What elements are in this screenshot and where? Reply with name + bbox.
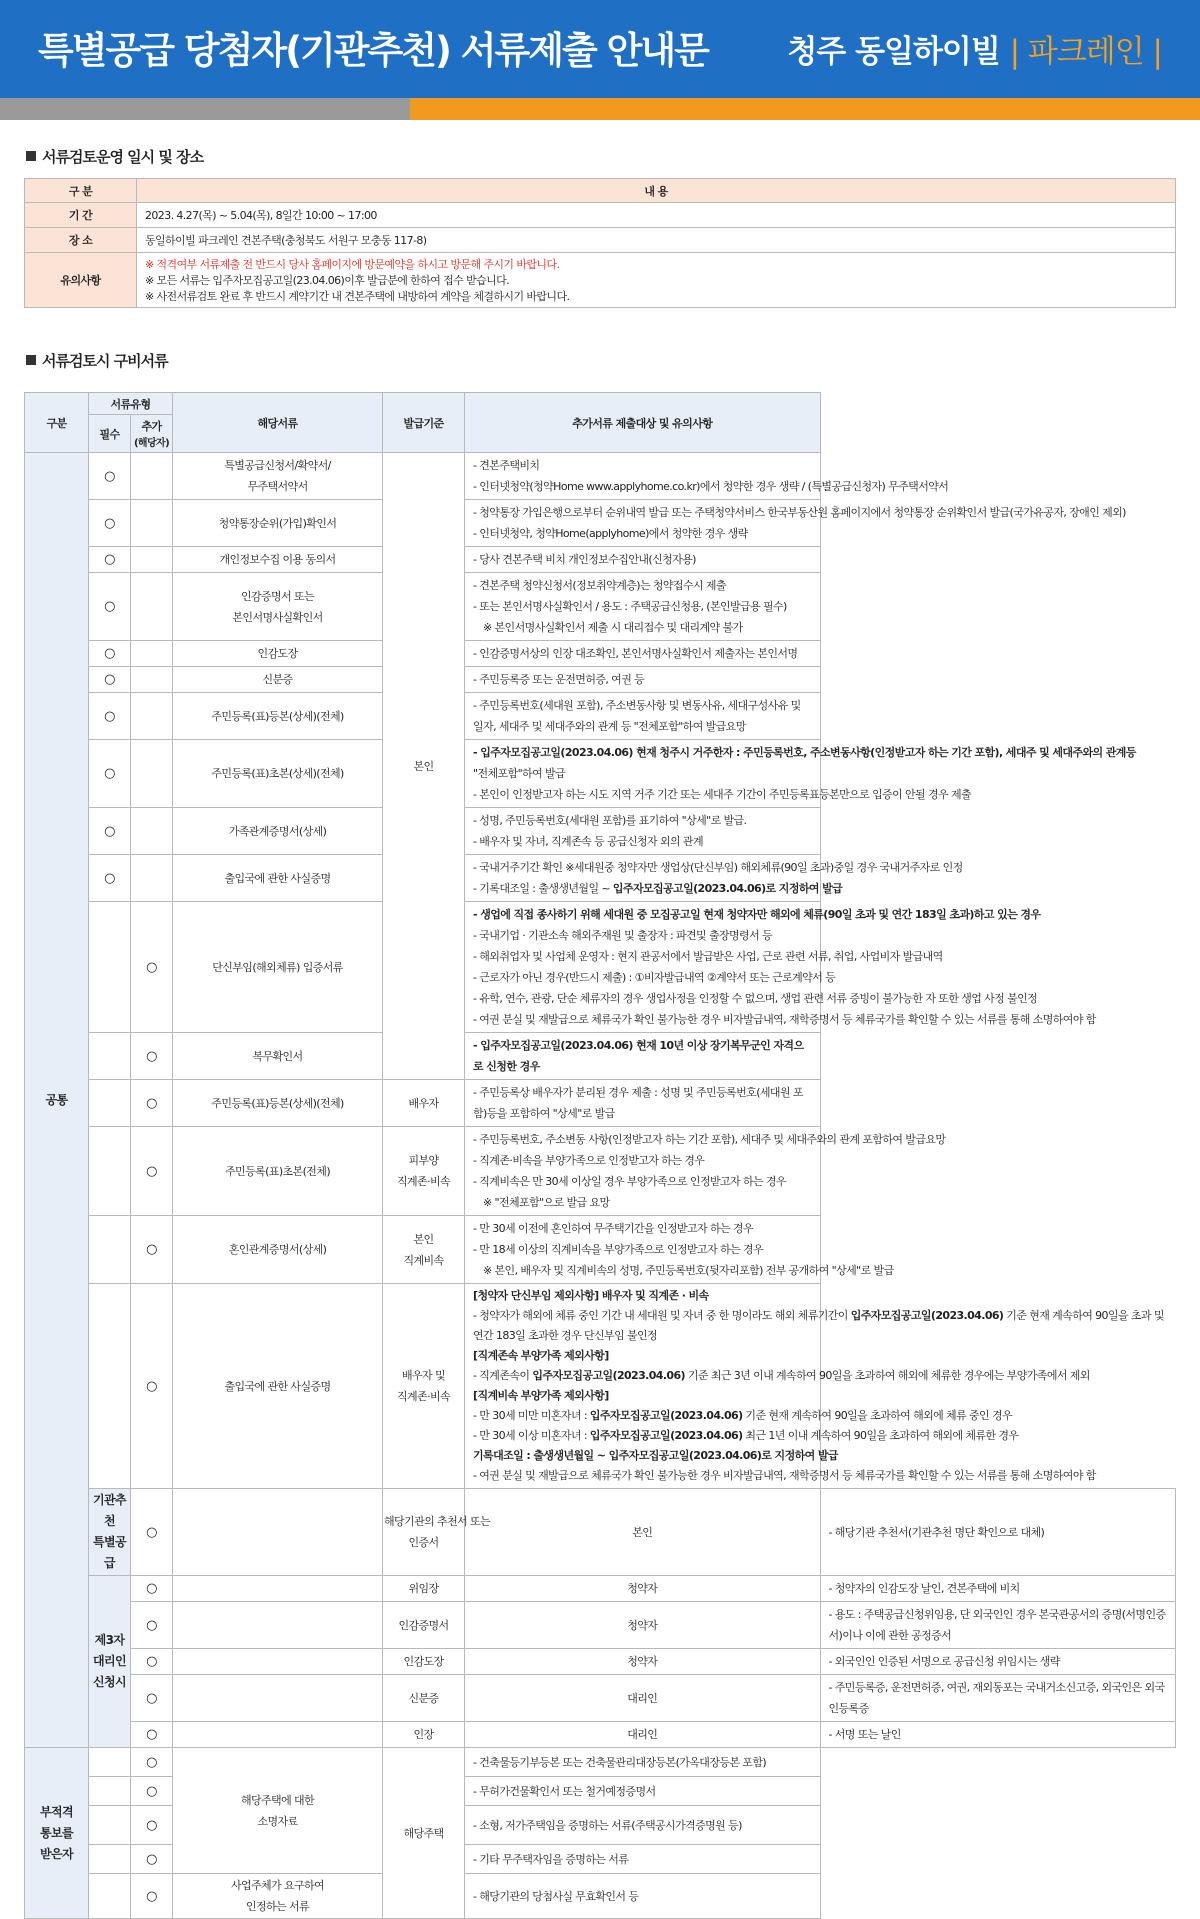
table-cell (173, 453, 383, 500)
table-cell: - 해당기관 추천서(기관추천 명단 확인으로 대체) (820, 1489, 1176, 1576)
table-cell: ○ (131, 1127, 173, 1216)
table-row (25, 573, 1176, 641)
text-line: - 주민등록번호, 주소변동 사항(인정받고자 하는 기간 포함), 세대주 및 세대주와의 관계 포함하여 발급요망 (473, 1133, 946, 1146)
table-row (25, 253, 1176, 308)
table-cell: ○ (131, 1874, 173, 1919)
table-cell (89, 1748, 131, 1777)
table-cell (383, 1127, 465, 1216)
table-cell: ○ (131, 1649, 173, 1675)
page-title: 특별공급 당첨자(기관추천) 서류제출 안내문 (38, 29, 708, 72)
table-cell: ○ (89, 667, 131, 693)
table-cell: ○ (89, 500, 131, 547)
text-line: - 유학, 연수, 관광, 단순 체류자의 경우 생업사정을 인정할 수 없으며, 생업 관련 서류 증빙이 불가능한 자 또한 생업 사정 불인정 (473, 992, 1038, 1005)
table-cell: - 주민등록증 또는 운전면허증, 여권 등 (465, 667, 820, 693)
text-line: "전체포함"하여 발급 (473, 767, 566, 780)
table-cell (131, 808, 173, 855)
table-cell (173, 1874, 383, 1919)
text-line: 직계존·비속 (397, 1175, 451, 1188)
table-row (25, 1675, 1176, 1722)
table-cell: 해당주택 (383, 1748, 465, 1919)
text-line: ※ 본인서명사실확인서 제출 시 대리접수 및 대리계약 불가 (483, 621, 743, 634)
text-line: 대리인 (93, 1654, 126, 1668)
documents-table (24, 392, 1176, 1919)
table-cell: 기 간 (25, 203, 137, 228)
table-cell: 단신부임(해외체류) 입증서류 (173, 902, 383, 1033)
table-cell: - 건축물등기부등본 또는 건축물관리대장등본(가옥대장등본 포함) (465, 1748, 820, 1777)
square-bullet-icon (26, 355, 36, 365)
section-heading-schedule (26, 146, 203, 167)
table-cell (89, 1284, 131, 1489)
table-cell: - 입주자모집공고일(2023.04.06) 현재 10년 이상 장기복무군인 자격으로 신청한 경우 (465, 1033, 820, 1080)
text-line: (해당자) (133, 438, 170, 449)
table-cell (131, 740, 173, 808)
text-line: 직계존·비속 (397, 1390, 451, 1403)
text-line: ※ 적격여부 서류제출 전 반드시 당사 홈페이지에 방문예약을 하시고 방문해 주시기 바랍니다. (145, 258, 560, 271)
table-row (25, 1874, 1176, 1919)
table-row (25, 1216, 1176, 1284)
text-line: [직계존속 부양가족 제외사항] (473, 1349, 609, 1362)
text-line: - 국내거주기간 확인 ※세대원중 청약자만 생업상(단신부임) 해외체류(90일 초과)중일 경우 국내거주자로 인정 (473, 861, 963, 874)
table-row (25, 1033, 1176, 1080)
table-cell (137, 253, 1176, 308)
table-cell: ○ (131, 1748, 173, 1777)
text-line: 인증서 (408, 1536, 439, 1549)
text-line: - 기록대조일 : 출생생년월일 ~ (473, 882, 613, 895)
table-cell: 장 소 (25, 228, 137, 253)
col-head-category: 구 분 (25, 179, 137, 203)
table-cell: 인감도장 (173, 641, 383, 667)
table-cell (89, 1845, 131, 1874)
text-line: 특별공급 (93, 1535, 126, 1570)
text-line: - 견본주택 청약신청서(정보취약계층)는 청약접수시 제출 (473, 579, 726, 592)
text-line: - 생업에 직접 종사하기 위해 세대원 중 모집공고일 현재 청약자만 해외에 체류(90일 초과 및 연간 183일 초과)하고 있는 경우 (473, 908, 1041, 921)
text-line: - 청약자가 해외에 체류 중인 기간 내 세대원 및 자녀 중 한 명이라도 해외 체류기간이 (473, 1309, 851, 1322)
table-cell: 청약통장순위(가입)확인서 (173, 500, 383, 547)
table-cell: ○ (89, 573, 131, 641)
table-cell: 필수 (89, 415, 131, 453)
text-line: 직계비속 (403, 1253, 444, 1267)
text-line: 기준 최근 3년 이내 계속하여 90일을 초과하여 해외에 체류한 경우에는 부양가족에서 제외 (684, 1369, 1090, 1382)
text-line: 최근 1년 이내 계속하여 90일을 초과하여 해외에 체류한 경우 (742, 1429, 1019, 1442)
text-line: - 국내기업 · 기관소속 해외주재원 및 출장자 : 파견및 출장명령서 등 (473, 929, 773, 942)
page-header (0, 0, 1200, 98)
table-row (25, 1489, 1176, 1576)
text-line: 본인서명사실확인서 (232, 610, 323, 624)
table-row (25, 1602, 1176, 1649)
table-cell: ○ (131, 1602, 173, 1649)
table-cell: ○ (131, 1216, 173, 1284)
text-line: - 만 30세 미만 미혼자녀 : (473, 1409, 590, 1422)
table-cell: - 소형, 저가주택임을 증명하는 서류(주택공시가격증명원 등) (465, 1806, 820, 1845)
table-cell: ○ (89, 855, 131, 902)
table-cell (173, 573, 383, 641)
table-cell: 본인 (465, 1489, 820, 1576)
table-cell (465, 1284, 1164, 1489)
table-cell: 구분 (25, 393, 89, 453)
table-cell (131, 641, 173, 667)
table-cell: 서류유형 (89, 393, 173, 415)
text-line: ※ 사전서류검토 완료 후 반드시 계약기간 내 견본주택에 내방하여 계약을 체결하시기 바랍니다. (145, 290, 570, 303)
table-cell (465, 808, 820, 855)
table-cell (173, 1602, 383, 1649)
text-line: - 성명, 주민등록번호(세대원 포함)를 표기하여 "상세"로 발급. (473, 814, 747, 827)
text-line: - 해외취업자 및 사업체 운영자 : 현지 관공서에서 발급받은 사업, 근로 관련 서류, 취업, 사업비자 발급내역 (473, 950, 943, 963)
square-bullet-icon (26, 151, 36, 161)
table-cell (131, 693, 173, 740)
table-cell: - 기타 무주택자임을 증명하는 서류 (465, 1845, 820, 1874)
table-cell: 청약자 (465, 1576, 820, 1602)
table-cell: 공통 (25, 453, 89, 1748)
table-cell: - 서명 또는 날인 (820, 1722, 1176, 1748)
table-cell: 청약자 (465, 1602, 820, 1649)
table-cell: 복무확인서 (173, 1033, 383, 1080)
table-cell: 동일하이빌 파크레인 견본주택(충청북도 서원구 모충동 117-8) (137, 228, 1176, 253)
table-cell: 배우자 (383, 1080, 465, 1127)
table-cell: 개인정보수집 이용 동의서 (173, 547, 383, 573)
table-cell: ○ (131, 1806, 173, 1845)
text-line: 본인 (413, 1232, 434, 1246)
table-cell: 주민등록(표)등본(상세)(전체) (173, 693, 383, 740)
text-line: - 인터넷청약, 청약Home(applyhome)에서 청약한 경우 생략 (473, 527, 748, 540)
table-cell (131, 547, 173, 573)
project-subtitle: | 파크레인 | (1009, 34, 1162, 70)
text-line: 서류검토운영 일시 및 장소 (42, 148, 204, 166)
text-line: 제3자 (94, 1633, 125, 1647)
table-cell (173, 1649, 383, 1675)
table-cell (89, 1080, 131, 1127)
text-line: 입주자모집공고일(2023.04.06) (532, 1369, 685, 1382)
text-line: 기준 현재 계속하여 90일을 초과하여 해외에 체류 중인 경우 (742, 1409, 1012, 1422)
table-cell: ○ (131, 1777, 173, 1806)
text-line: ※ 본인, 배우자 및 직계비속의 성명, 주민등록번호(뒷자리포함) 전부 공개하여 "상세"로 발급 (483, 1264, 894, 1277)
table-cell: ○ (89, 641, 131, 667)
text-line: ※ 모든 서류는 입주자모집공고일(23.04.06)이후 발급분에 한하여 접수 받습니다. (145, 274, 510, 287)
table-cell: 신분증 (173, 667, 383, 693)
table-cell: 청약자 (465, 1649, 820, 1675)
table-row (25, 1748, 1176, 1777)
section-heading-documents (26, 350, 168, 371)
text-line: 피부양 (408, 1154, 439, 1167)
text-line: - 또는 본인서명사실확인서 / 용도 : 주택공급신청용, (본인발급용 필수) (473, 600, 787, 613)
table-cell: - 무허가건물확인서 또는 철거예정증명서 (465, 1777, 820, 1806)
table-cell (89, 902, 131, 1033)
table-row (25, 453, 1176, 500)
table-cell (173, 1675, 383, 1722)
table-cell: - 용도 : 주택공급신청위임용, 단 외국인인 경우 본국관공서의 증명(서명인증서)이나 이에 관한 공정증서 (820, 1602, 1176, 1649)
table-cell (173, 1489, 383, 1576)
table-cell: 유의사항 (25, 253, 137, 308)
text-line: - 입주자모집공고일(2023.04.06) 현재 청주시 거주한자 : 주민등록번호, 주소변동사항(인정받고자 하는 기간 포함), 세대주 및 세대주와의 관계등 (473, 746, 1136, 759)
text-line: 통보를 (40, 1825, 73, 1840)
table-cell: 인장 (383, 1722, 465, 1748)
table-cell: ○ (131, 1080, 173, 1127)
table-row (25, 547, 1176, 573)
table-cell (89, 1874, 131, 1919)
table-row (25, 203, 1176, 228)
table-row (25, 1127, 1176, 1216)
table-cell: 신분증 (383, 1675, 465, 1722)
table-cell (383, 1216, 465, 1284)
table-row (25, 667, 1176, 693)
table-cell (131, 415, 173, 453)
table-cell: ○ (89, 740, 131, 808)
table-cell (25, 1748, 89, 1919)
text-line: - 만 18세 이상의 직계비속을 부양가족으로 인정받고자 하는 경우 (473, 1243, 764, 1256)
table-row (25, 1080, 1176, 1127)
text-line: - 근로자가 아닌 경우(반드시 제출) : ①비자발급내역 ②계약서 또는 근로계약서 등 (473, 971, 836, 984)
table-cell: 인감도장 (383, 1649, 465, 1675)
table-cell: ○ (89, 547, 131, 573)
table-cell: - 주민등록번호(세대원 포함), 주소변동사항 및 변동사유, 세대구성사유 및 일자, 세대주 및 세대주와의 관계 등 "전체포함"하여 발급요망 (465, 693, 820, 740)
table-cell: ○ (131, 1489, 173, 1576)
table-cell: 주민등록(표)등본(상세)(전체) (173, 1080, 383, 1127)
table-cell (89, 1489, 131, 1576)
table-cell: - 인감증명서상의 인장 대조확인, 본인서명사실확인서 제출자는 본인서명 (465, 641, 820, 667)
table-cell (131, 573, 173, 641)
text-line: 기록대조일 : 출생생년월일 ~ 입주자모집공고일(2023.04.06)로 지정하여 발급 (473, 1449, 838, 1462)
table-cell (465, 500, 1126, 547)
table-cell (131, 667, 173, 693)
text-line: - 직계존속이 (473, 1369, 533, 1382)
table-row (25, 1576, 1176, 1602)
header-stripe (0, 98, 1200, 120)
text-line: 받은자 (40, 1846, 73, 1861)
table-cell: ○ (131, 1675, 173, 1722)
text-line: 입주자모집공고일(2023.04.06) (589, 1429, 743, 1442)
text-line: - 직계존·비속을 부양가족으로 인정받고자 하는 경우 (473, 1154, 705, 1167)
table-cell: 추가서류 제출대상 및 유의사항 (465, 393, 820, 453)
table-cell: ○ (89, 453, 131, 500)
text-line: - 청약통장 가입은행으로부터 순위내역 발급 또는 주택청약서비스 한국부동산원 홈페이지에서 청약통장 순위확인서 발급(국가유공자, 장애인 제외) (473, 506, 1126, 519)
table-cell: 혼인관계증명서(상세) (173, 1216, 383, 1284)
table-cell: - 주민등록증, 운전면허증, 여권, 재외동포는 국내거소신고증, 외국인은 외국인등록증 (820, 1675, 1176, 1722)
table-cell: 대리인 (465, 1722, 820, 1748)
text-line: [청약자 단신부임 제외사항] 배우자 및 직계존 · 비속 (473, 1289, 709, 1302)
text-line: [직계비속 부양가족 제외사항] (473, 1389, 609, 1402)
table-cell: ○ (131, 1845, 173, 1874)
text-line: 서류검토시 구비서류 (42, 352, 168, 370)
table-row (25, 855, 1176, 902)
table-cell (465, 1216, 894, 1284)
text-line: - 여권 분실 및 재발급으로 체류국가 확인 불가능한 경우 비자발급내역, 재학증명서 등 체류국가를 확인할 수 있는 서류를 통해 소명하여야 함 (473, 1469, 1096, 1482)
table-cell: 출입국에 관한 사실증명 (173, 855, 383, 902)
text-line: - 견본주택비치 (473, 459, 540, 472)
text-line: 해당주택에 대한 (240, 1793, 315, 1807)
table-cell: 대리인 (465, 1675, 820, 1722)
table-cell: 위임장 (383, 1576, 465, 1602)
text-line: 신청시 (93, 1675, 126, 1689)
text-line: 인정하는 서류 (245, 1900, 310, 1913)
text-line: 입주자모집공고일(2023.04.06) (589, 1409, 743, 1422)
table-cell (173, 1748, 383, 1874)
table-cell (89, 1576, 131, 1748)
table-cell: 주민등록(표)초본(상세)(전체) (173, 740, 383, 808)
text-line: 사업주체가 요구하여 (230, 1879, 325, 1892)
text-line: - 여권 분실 및 재발급으로 체류국가 확인 불가능한 경우 비자발급내역, 재학증명서 등 체류국가를 확인할 수 있는 서류를 통해 소명하여야 함 (473, 1013, 1096, 1026)
table-cell: - 당사 견본주택 비치 개인정보수집안내(신청자용) (465, 547, 820, 573)
text-line: 인감증명서 또는 (240, 589, 315, 603)
table-cell (131, 453, 173, 500)
text-line: 해당기관의 추천서 또는 (384, 1515, 491, 1528)
table-cell: ○ (89, 808, 131, 855)
text-line: - 만 30세 이전에 혼인하여 무주택기간을 인정받고자 하는 경우 (473, 1222, 753, 1235)
table-cell: 본인 (383, 453, 465, 1080)
table-cell (465, 740, 1136, 808)
table-row (25, 1649, 1176, 1675)
text-line: 소명자료 (257, 1814, 298, 1828)
table-cell: 인감증명서 (383, 1602, 465, 1649)
table-row (25, 500, 1176, 547)
text-line: - 본인이 인정받고자 하는 시도 지역 거주 기간 또는 세대주 기간이 주민등록표등본만으로 입증이 안될 경우 제출 (473, 788, 972, 801)
text-line: 특별공급신청서/확약서/ (224, 459, 331, 472)
table-cell: 가족관계증명서(상세) (173, 808, 383, 855)
text-line: - 직계비속은 만 30세 이상일 경우 부양가족으로 인정받고자 하는 경우 (473, 1175, 786, 1188)
table-cell (465, 573, 820, 641)
table-row (25, 902, 1176, 1033)
table-cell (465, 1127, 946, 1216)
text-line: 기준 현재 계속하여 90일을 초과 및 (1003, 1309, 1164, 1322)
table-cell (465, 453, 949, 500)
table-row (25, 740, 1176, 808)
table-cell: ○ (131, 1033, 173, 1080)
table-row (25, 641, 1176, 667)
table-cell: - 해당기관의 당첨사실 무효확인서 등 (465, 1874, 820, 1919)
text-line: 입주자모집공고일(2023.04.06) (850, 1309, 1004, 1322)
table-cell (131, 500, 173, 547)
table-cell: ○ (131, 902, 173, 1033)
table-cell: ○ (131, 1722, 173, 1748)
table-cell (89, 1216, 131, 1284)
table-cell (89, 1127, 131, 1216)
table-cell (173, 1722, 383, 1748)
table-cell: 해당서류 (173, 393, 383, 453)
text-line: - 배우자 및 자녀, 직계존속 등 공급신청자 외의 관계 (473, 835, 703, 848)
text-line: 입주자모집공고일(2023.04.06)로 지정하여 발급 (612, 882, 843, 895)
text-line: 무주택서약서 (247, 480, 308, 493)
text-line: - 만 30세 이상 미혼자녀 : (473, 1429, 590, 1442)
table-cell (89, 1806, 131, 1845)
project-name (787, 26, 1162, 71)
table-cell (465, 855, 963, 902)
table-cell: 주민등록(표)초본(전체) (173, 1127, 383, 1216)
project-title: 청주 동일하이빌 (787, 34, 1000, 70)
text-line: 연간 183일 초과한 경우 단신부임 불인정 (473, 1329, 658, 1342)
table-cell (465, 902, 1096, 1033)
text-line: 부적격 (40, 1804, 73, 1819)
text-line: - 인터넷청약(청약Home www.applyhome.co.kr)에서 청약한 경우 생략 / (특별공급신청자) 무주택서약서 (473, 480, 949, 493)
table-row (25, 228, 1176, 253)
table-cell: - 주민등록상 배우자가 분리된 경우 제출 : 성명 및 주민등록번호(세대원 포함)등을 포함하여 "상세"로 발급 (465, 1080, 820, 1127)
table-cell: - 외국인인 인증된 서명으로 공급신청 위임시는 생략 (820, 1649, 1176, 1675)
text-line: 추가 (141, 420, 162, 433)
col-head-content: 내 용 (137, 179, 1176, 203)
table-cell (89, 1033, 131, 1080)
table-cell: - 청약자의 인감도장 날인, 견본주택에 비치 (820, 1576, 1176, 1602)
table-row (25, 1284, 1176, 1489)
text-line: ※ "전체포함"으로 발급 요망 (483, 1196, 610, 1209)
table-cell (383, 1489, 491, 1576)
table-cell: 발급기준 (383, 393, 465, 453)
table-cell: 출입국에 관한 사실증명 (173, 1284, 383, 1489)
table-cell: 2023. 4.27(목) ~ 5.04(목), 8일간 10:00 ~ 17:00 (137, 203, 1176, 228)
table-cell (173, 1576, 383, 1602)
text-line: 배우자 및 (402, 1369, 446, 1382)
table-row (25, 1722, 1176, 1748)
table-cell: ○ (131, 1576, 173, 1602)
table-row (25, 808, 1176, 855)
text-line: 기관추천 (93, 1493, 126, 1528)
table-cell (89, 1777, 131, 1806)
table-cell: ○ (89, 693, 131, 740)
schedule-table (24, 178, 1176, 308)
table-cell: ○ (131, 1284, 173, 1489)
table-cell (131, 855, 173, 902)
table-row (25, 693, 1176, 740)
table-cell (383, 1284, 465, 1489)
